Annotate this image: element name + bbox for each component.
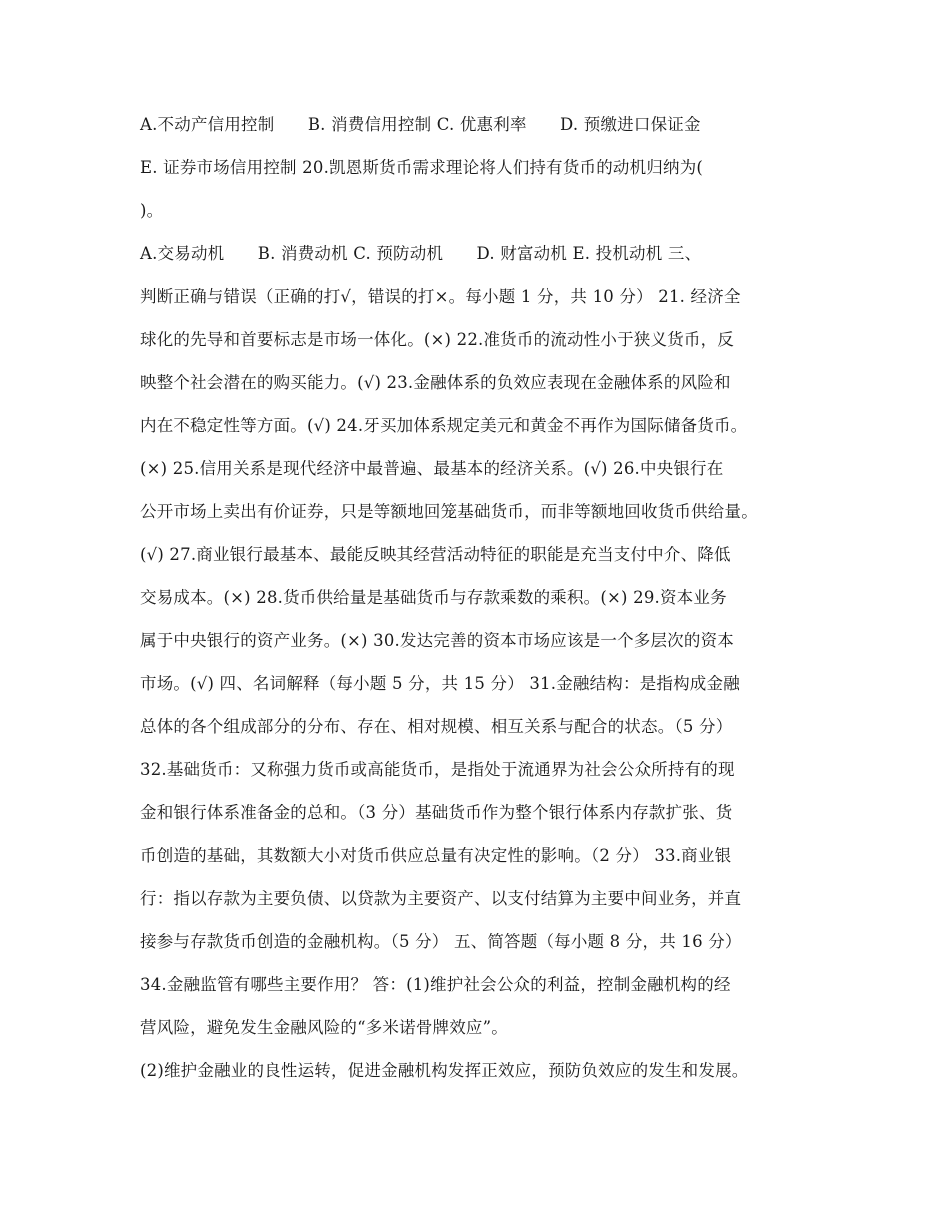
text-line: 属于中央银行的资产业务。(×) 30.发达完善的资本市场应该是一个多层次的资本 (140, 631, 734, 650)
text-line: 总体的各个组成部分的分布、存在、相对规模、相互关系与配合的状态。（5 分） (140, 717, 733, 736)
text-line: (√) 27.商业银行最基本、最能反映其经营活动特征的职能是充当支付中介、降低 (140, 545, 731, 564)
text-line: (×) 25.信用关系是现代经济中最普遍、最基本的经济关系。(√) 26.中央银行在 (140, 459, 724, 478)
text-line: 营风险，避免发生金融风险的“多米诺骨牌效应”。 (140, 1018, 508, 1037)
text-line: 32.基础货币：又称强力货币或高能货币，是指处于流通界为社会公众所持有的现 (140, 760, 735, 779)
text-line: 接参与存款货币创造的金融机构。（5 分） 五、简答题（每小题 8 分，共 16 分） (140, 932, 742, 951)
text-line: 34.金融监管有哪些主要作用？ 答：(1)维护社会公众的利益，控制金融机构的经 (140, 975, 731, 994)
text-line: A.交易动机 B. 消费动机 C. 预防动机 D. 财富动机 E. 投机动机 三、 (140, 244, 702, 263)
text-line: E. 证券市场信用控制 20.凯恩斯货币需求理论将人们持有货币的动机归纳为( (140, 158, 704, 177)
text-line: 市场。(√) 四、名词解释（每小题 5 分，共 15 分） 31.金融结构：是指构成金融 (140, 674, 740, 693)
text-line: 币创造的基础，其数额大小对货币供应总量有决定性的影响。（2 分） 33.商业银 (140, 846, 732, 865)
text-line: 行：指以存款为主要负债、以贷款为主要资产、以支付结算为主要中间业务，并直 (140, 889, 742, 908)
text-line: )。 (140, 201, 164, 220)
text-line: (2)维护金融业的良性运转，促进金融机构发挥正效应，预防负效应的发生和发展。 (140, 1061, 749, 1080)
text-line: 映整个社会潜在的购买能力。(√) 23.金融体系的负效应表现在金融体系的风险和 (140, 373, 731, 392)
text-line: A.不动产信用控制 B. 消费信用控制 C. 优惠利率 D. 预缴进口保证金 (140, 115, 701, 134)
text-line: 内在不稳定性等方面。(√) 24.牙买加体系规定美元和黄金不再作为国际储备货币。 (140, 416, 748, 435)
text-line: 球化的先导和首要标志是市场一体化。(×) 22.准货币的流动性小于狭义货币，反 (140, 330, 734, 349)
text-line: 交易成本。(×) 28.货币供给量是基础货币与存款乘数的乘积。(×) 29.资本业务 (140, 588, 727, 607)
document-body (140, 110, 830, 1099)
text-line: 公开市场上卖出有价证券，只是等额地回笼基础货币，而非等额地回收货币供给量。 (140, 502, 758, 521)
text-line: 判断正确与错误（正确的打√，错误的打×。每小题 1 分，共 10 分） 21. 经济全 (140, 287, 741, 306)
text-line: 金和银行体系准备金的总和。（3 分）基础货币作为整个银行体系内存款扩张、货 (140, 803, 733, 822)
